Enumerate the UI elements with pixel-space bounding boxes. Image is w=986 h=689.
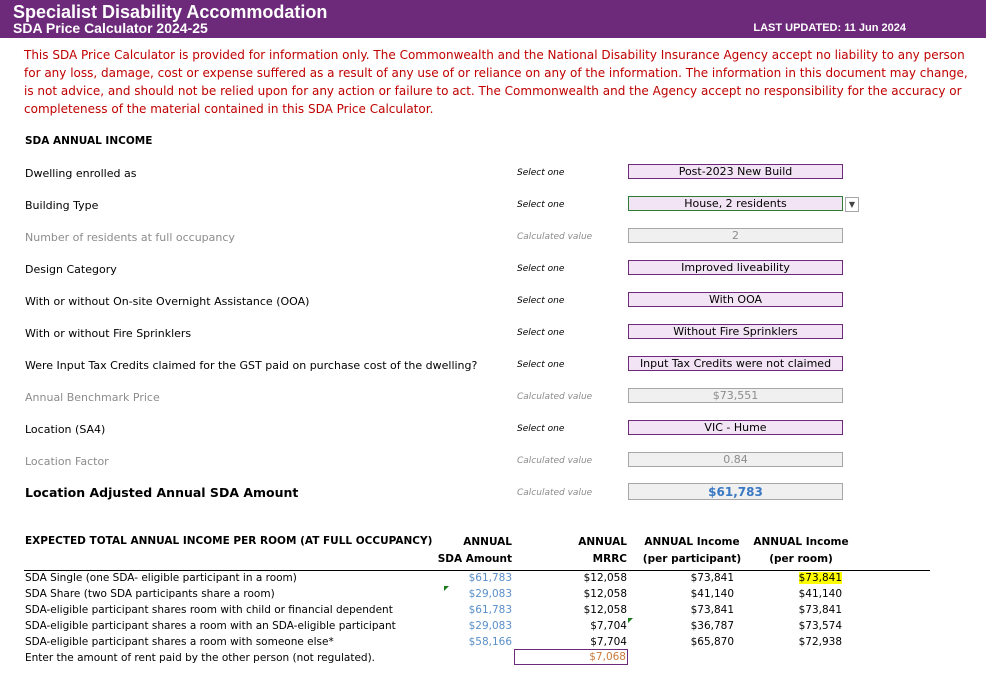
hint-location: Select one <box>517 424 565 434</box>
row-sda-amount: $61,783 <box>468 572 512 584</box>
row-label: SDA-eligible participant shares a room with an SDA-eligible participant <box>25 620 396 632</box>
label-location-factor: Location Factor <box>25 455 109 468</box>
benchmark-price-value: $73,551 <box>628 388 843 403</box>
disclaimer-text: This SDA Price Calculator is provided for information only. The Commonwealth and the National Disability Insurance Agency accept no liability to any person for any loss, damage, cost or expense suffered as a result of any use of or reliance on any of the information. The information in this document may change, is not advice, and should not be relied upon for any action or failure to act. The Commonwealth and the Agency accept no responsibility for the accuracy or completeness of the material contained in this SDA Price Calculator. <box>24 48 968 116</box>
row-income-room: $72,938 <box>798 636 842 648</box>
row-income-room: $41,140 <box>798 588 842 600</box>
label-ooa: With or without On-site Overnight Assistance (OOA) <box>25 295 310 308</box>
last-updated: LAST UPDATED: 11 Jun 2024 <box>753 22 906 34</box>
section-title-income: SDA ANNUAL INCOME <box>25 135 153 147</box>
header-banner <box>0 0 986 38</box>
table-header-divider <box>24 570 930 571</box>
rent-input[interactable]: $7,068 <box>514 649 628 665</box>
hint-fire-sprinklers: Select one <box>517 328 565 338</box>
header-mrrc-line1: ANNUAL <box>578 536 627 548</box>
row-label: SDA Share (two SDA participants share a room) <box>25 588 275 600</box>
row-income-participant: $41,140 <box>690 588 734 600</box>
row-income-participant: $65,870 <box>690 636 734 648</box>
header-sda-line2: SDA Amount <box>437 553 512 565</box>
highlighted-value: $73,841 <box>798 572 842 584</box>
app-subtitle: SDA Price Calculator 2024-25 <box>13 20 208 36</box>
header-room-line1: ANNUAL Income <box>753 536 849 548</box>
row-sda-amount: $29,083 <box>468 588 512 600</box>
hint-residents: Calculated value <box>517 232 593 242</box>
hint-input-tax-credits: Select one <box>517 360 565 370</box>
header-room-line2: (per room) <box>769 553 833 565</box>
section-title-table: EXPECTED TOTAL ANNUAL INCOME PER ROOM (AT FULL OCCUPANCY) <box>25 535 433 547</box>
row-label: SDA-eligible participant shares a room with someone else* <box>25 636 334 648</box>
row-sda-amount: $29,083 <box>468 620 512 632</box>
row-label: SDA-eligible participant shares room with child or financial dependent <box>25 604 393 616</box>
row-income-room: $73,574 <box>798 620 842 632</box>
label-adjusted-amount: Location Adjusted Annual SDA Amount <box>25 485 299 500</box>
header-participant-line1: ANNUAL Income <box>644 536 740 548</box>
building-type-select[interactable]: House, 2 residents <box>628 196 843 211</box>
label-benchmark-price: Annual Benchmark Price <box>25 391 160 404</box>
dwelling-enrolled-select[interactable]: Post-2023 New Build <box>628 164 843 179</box>
row-mrrc: $12,058 <box>583 588 627 600</box>
row-mrrc: $7,704 <box>590 620 627 632</box>
label-dwelling-enrolled: Dwelling enrolled as <box>25 167 137 180</box>
row-income-participant: $73,841 <box>690 572 734 584</box>
residents-value: 2 <box>628 228 843 243</box>
fire-sprinklers-select[interactable]: Without Fire Sprinklers <box>628 324 843 339</box>
header-sda-line1: ANNUAL <box>463 536 512 548</box>
row-income-room <box>760 572 842 584</box>
location-factor-value: 0.84 <box>628 452 843 467</box>
row-sda-amount: $58,166 <box>468 636 512 648</box>
label-input-tax-credits: Were Input Tax Credits claimed for the GST paid on purchase cost of the dwelling? <box>25 359 478 372</box>
row-mrrc: $12,058 <box>583 572 627 584</box>
rent-label: Enter the amount of rent paid by the other person (not regulated). <box>25 652 376 664</box>
row-sda-amount: $61,783 <box>468 604 512 616</box>
row-income-participant: $36,787 <box>690 620 734 632</box>
row-mrrc: $12,058 <box>583 604 627 616</box>
app-title: Specialist Disability Accommodation <box>13 2 328 22</box>
label-building-type: Building Type <box>25 199 99 212</box>
adjusted-amount-value: $61,783 <box>628 483 843 500</box>
header-participant-line2: (per participant) <box>642 553 742 565</box>
hint-location-factor: Calculated value <box>517 456 593 466</box>
chevron-down-icon[interactable]: ▼ <box>845 197 859 212</box>
hint-benchmark-price: Calculated value <box>517 392 593 402</box>
row-income-room: $73,841 <box>798 604 842 616</box>
label-fire-sprinklers: With or without Fire Sprinklers <box>25 327 192 340</box>
ooa-select[interactable]: With OOA <box>628 292 843 307</box>
header-mrrc-line2: MRRC <box>592 553 627 565</box>
row-mrrc: $7,704 <box>590 636 627 648</box>
hint-adjusted-amount: Calculated value <box>517 488 593 498</box>
design-category-select[interactable]: Improved liveability <box>628 260 843 275</box>
label-residents: Number of residents at full occupancy <box>25 231 235 244</box>
cell-marker-icon <box>628 618 633 623</box>
hint-building-type: Select one <box>517 200 565 210</box>
row-income-participant: $73,841 <box>690 604 734 616</box>
hint-design-category: Select one <box>517 264 565 274</box>
hint-ooa: Select one <box>517 296 565 306</box>
label-location: Location (SA4) <box>25 423 106 436</box>
input-tax-credits-select[interactable]: Input Tax Credits were not claimed <box>628 356 843 371</box>
row-label: SDA Single (one SDA- eligible participant in a room) <box>25 572 297 584</box>
location-select[interactable]: VIC - Hume <box>628 420 843 435</box>
label-design-category: Design Category <box>25 263 117 276</box>
hint-dwelling-enrolled: Select one <box>517 168 565 178</box>
